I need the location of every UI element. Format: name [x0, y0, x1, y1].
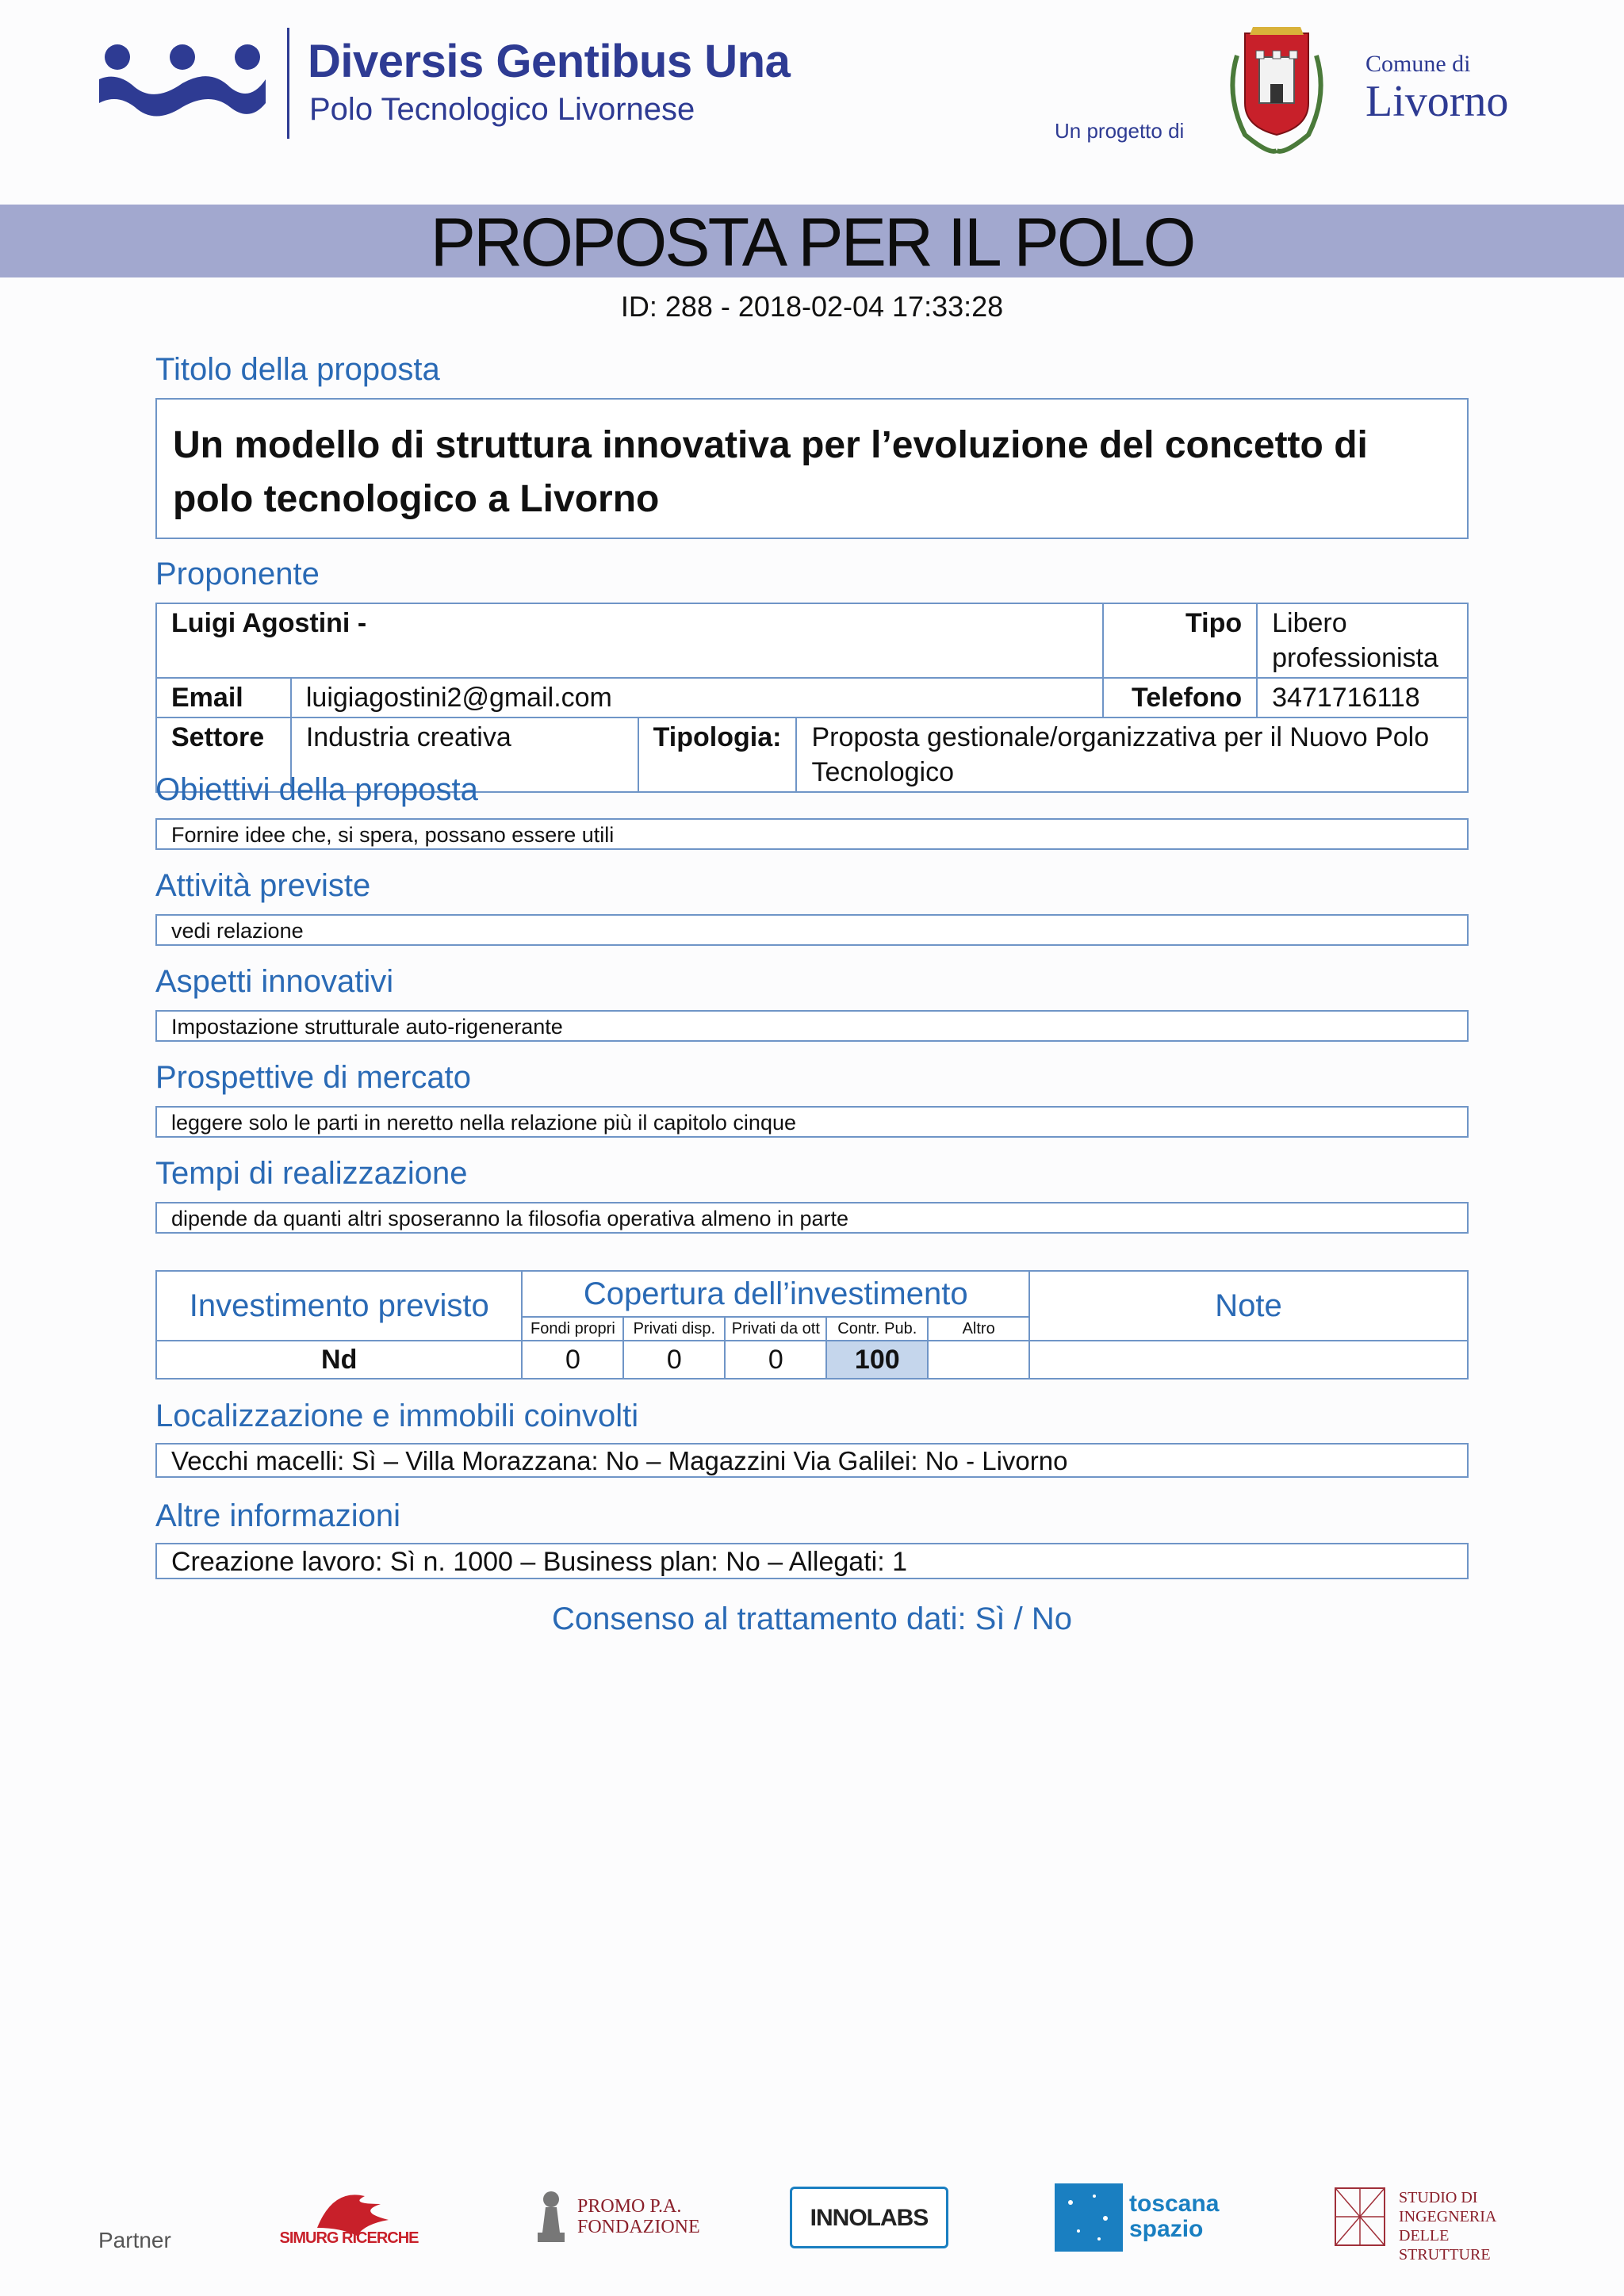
altro-header: Altro — [928, 1317, 1029, 1341]
proposal-id: ID: 288 - 2018-02-04 17:33:28 — [620, 290, 1004, 323]
obiettivi-label: Obiettivi della proposta — [155, 772, 478, 807]
telefono-value: 3471716118 — [1257, 678, 1468, 718]
toscana-spazio-logo — [1055, 2183, 1229, 2252]
proponente-label: Proponente — [155, 557, 320, 591]
contr-pub-header: Contr. Pub. — [826, 1317, 928, 1341]
note-value — [1029, 1341, 1468, 1379]
partner-label: Partner — [98, 2228, 171, 2252]
table-row — [156, 603, 1468, 678]
aspetti-box: Impostazione strutturale auto-rigenerante — [155, 1010, 1469, 1042]
comune-small-text: Comune di — [1365, 51, 1471, 77]
simurg-logo-text: SIMURG RICERCHE — [279, 2229, 419, 2247]
investimento-table — [155, 1270, 1469, 1380]
investimento-header: Investimento previsto — [156, 1271, 522, 1341]
consenso-text: Consenso al trattamento dati: Sì / No — [552, 1601, 1072, 1636]
privati-disp-header: Privati disp. — [623, 1317, 725, 1341]
comune-crest-icon — [1221, 24, 1332, 155]
privati-disp-value: 0 — [623, 1341, 725, 1379]
contr-pub-value: 100 — [826, 1341, 928, 1379]
altre-box: Creazione lavoro: Sì n. 1000 – Business plan: No – Allegati: 1 — [155, 1543, 1469, 1579]
comune-big-text: Livorno — [1365, 77, 1509, 126]
settore-label: Settore — [156, 718, 291, 792]
stars-icon — [1055, 2183, 1123, 2252]
altro-value — [928, 1341, 1029, 1379]
chess-pawn-icon — [531, 2185, 571, 2248]
tipo-value: Libero professionista — [1257, 603, 1468, 678]
brand-title: Diversis Gentibus Una — [308, 36, 791, 87]
localizzazione-label: Localizzazione e immobili coinvolti — [155, 1399, 639, 1433]
table-row — [156, 678, 1468, 718]
investimento-value: Nd — [156, 1341, 522, 1379]
copertura-header: Copertura dell’investimento — [522, 1271, 1029, 1317]
telefono-label: Telefono — [1103, 678, 1257, 718]
promo-pa-logo — [531, 2185, 698, 2248]
studio-ingegneria-logo — [1332, 2185, 1530, 2263]
aspetti-label: Aspetti innovativi — [155, 964, 394, 999]
prospettive-box: leggere solo le parti in neretto nella relazione più il capitolo cinque — [155, 1106, 1469, 1138]
innolabs-logo — [790, 2187, 948, 2248]
innolabs-text: INNOLABS — [810, 2205, 929, 2231]
promo-pa-text: PROMO P.A. FONDAZIONE — [577, 2196, 700, 2237]
privati-da-ott-value: 0 — [725, 1341, 826, 1379]
attivita-label: Attività previste — [155, 868, 371, 903]
fondi-propri-value: 0 — [522, 1341, 623, 1379]
fondi-propri-header: Fondi propri — [522, 1317, 623, 1341]
brand-subtitle: Polo Tecnologico Livornese — [309, 92, 695, 127]
brand-separator — [287, 28, 289, 139]
brand-logo — [95, 24, 809, 151]
proponente-table — [155, 603, 1469, 793]
toscana-spazio-text: toscana spazio — [1129, 2191, 1220, 2242]
localizzazione-box: Vecchi macelli: Sì – Villa Morazzana: No – Magazzini Via Galilei: No - Livorno — [155, 1443, 1469, 1478]
waves-logo-icon — [95, 24, 270, 143]
privati-da-ott-header: Privati da ott — [725, 1317, 826, 1341]
page-title: PROPOSTA PER IL POLO — [430, 205, 1194, 281]
tempi-label: Tempi di realizzazione — [155, 1156, 468, 1191]
titolo-value: Un modello di struttura innovativa per l’evoluzione del concetto di polo tecnologico a Livorno — [173, 424, 1368, 520]
settore-value: Industria creativa — [291, 718, 638, 792]
proponente-name: Luigi Agostini - — [156, 603, 1103, 678]
attivita-box: vedi relazione — [155, 914, 1469, 946]
obiettivi-box: Fornire idee che, si spera, possano essere utili — [155, 818, 1469, 850]
tempi-box: dipende da quanti altri sposeranno la filosofia operativa almeno in parte — [155, 1202, 1469, 1234]
titolo-box — [155, 398, 1469, 539]
titolo-label: Titolo della proposta — [155, 352, 440, 387]
progetto-label: Un progetto di — [1055, 119, 1185, 143]
email-value[interactable]: luigiagostini2@gmail.com — [291, 678, 1103, 718]
simurg-logo — [270, 2180, 428, 2256]
note-header: Note — [1029, 1271, 1468, 1341]
tipologia-value: Proposta gestionale/organizzativa per il Nuovo Polo Tecnologico — [796, 718, 1468, 792]
building-icon — [1332, 2185, 1388, 2248]
prospettive-label: Prospettive di mercato — [155, 1060, 471, 1095]
altre-label: Altre informazioni — [155, 1498, 401, 1533]
email-label: Email — [156, 678, 291, 718]
tipo-label: Tipo — [1103, 603, 1257, 678]
studio-ingegneria-text: STUDIO DI INGEGNERIA DELLE STRUTTURE — [1399, 2189, 1496, 2263]
tipologia-label: Tipologia: — [638, 718, 797, 792]
